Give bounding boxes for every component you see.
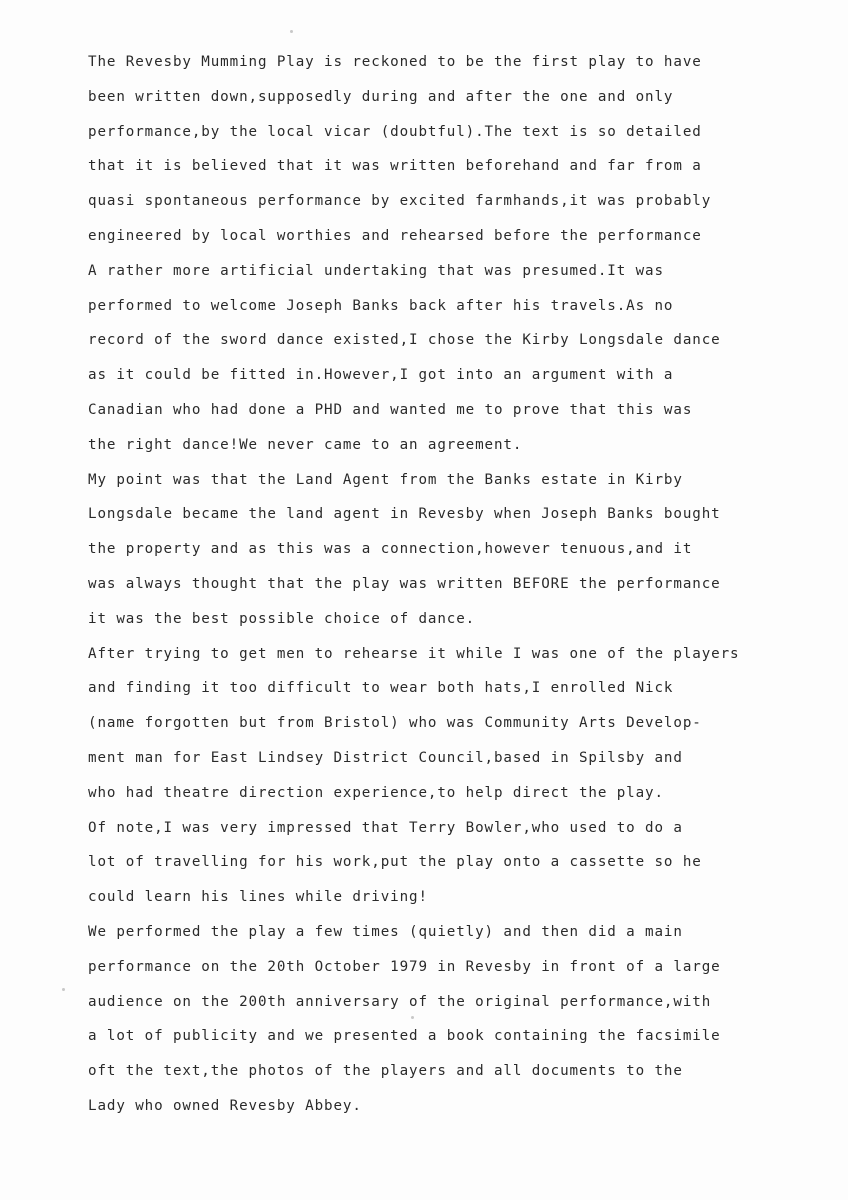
text-line: record of the sword dance existed,I chose the Kirby Longsdale dance (88, 332, 721, 349)
text-line: (name forgotten but from Bristol) who was Community Arts Develop- (88, 715, 702, 732)
text-line: The Revesby Mumming Play is reckoned to be the first play to have (88, 54, 702, 70)
text-line: performance on the 20th October 1979 in Revesby in front of a large (88, 958, 721, 975)
text-line: oft the text,the photos of the players and all documents to the (88, 1063, 683, 1080)
text-line: Of note,I was very impressed that Terry Bowler,who used to do a (88, 819, 683, 836)
text-line: performance,by the local vicar (doubtful).The text is so detailed (88, 123, 702, 140)
text-line: that it is believed that it was written beforehand and far from a (88, 158, 702, 175)
typed-text-body (88, 48, 818, 1127)
text-line: could learn his lines while driving! (88, 889, 428, 906)
text-line: Longsdale became the land agent in Revesby when Joseph Banks bought (88, 506, 721, 523)
text-line: as it could be fitted in.However,I got into an argument with a (88, 367, 674, 384)
text-line: it was the best possible choice of dance. (88, 610, 476, 627)
text-line: quasi spontaneous performance by excited farmhands,it was probably (88, 193, 712, 210)
text-line: a lot of publicity and we presented a book containing the facsimile (88, 1028, 721, 1045)
paper-speck (290, 30, 293, 33)
text-line: was always thought that the play was written BEFORE the performance (88, 575, 721, 592)
text-line: engineered by local worthies and rehearsed before the performance (88, 227, 702, 244)
text-line: who had theatre direction experience,to help direct the play. (88, 784, 664, 801)
text-line: the property and as this was a connection,however tenuous,and it (88, 541, 693, 558)
text-line: been written down,supposedly during and after the one and only (88, 88, 674, 105)
text-line: the right dance!We never came to an agreement. (88, 436, 523, 453)
paper-speck (62, 988, 65, 991)
text-line: After trying to get men to rehearse it while I was one of the players (88, 645, 740, 662)
text-line: audience on the 200th anniversary of the original performance,with (88, 993, 712, 1010)
text-line: My point was that the Land Agent from the Banks estate in Kirby (88, 471, 683, 488)
text-line: We performed the play a few times (quietly) and then did a main (88, 923, 683, 940)
text-line: performed to welcome Joseph Banks back after his travels.As no (88, 297, 674, 314)
text-line: lot of travelling for his work,put the play onto a cassette so he (88, 854, 702, 871)
text-line: Canadian who had done a PHD and wanted me to prove that this was (88, 401, 693, 418)
text-line: ment man for East Lindsey District Council,based in Spilsby and (88, 749, 683, 766)
text-line: and finding it too difficult to wear both hats,I enrolled Nick (88, 680, 674, 697)
text-line: A rather more artificial undertaking that was presumed.It was (88, 262, 664, 279)
text-line: Lady who owned Revesby Abbey. (88, 1097, 362, 1114)
